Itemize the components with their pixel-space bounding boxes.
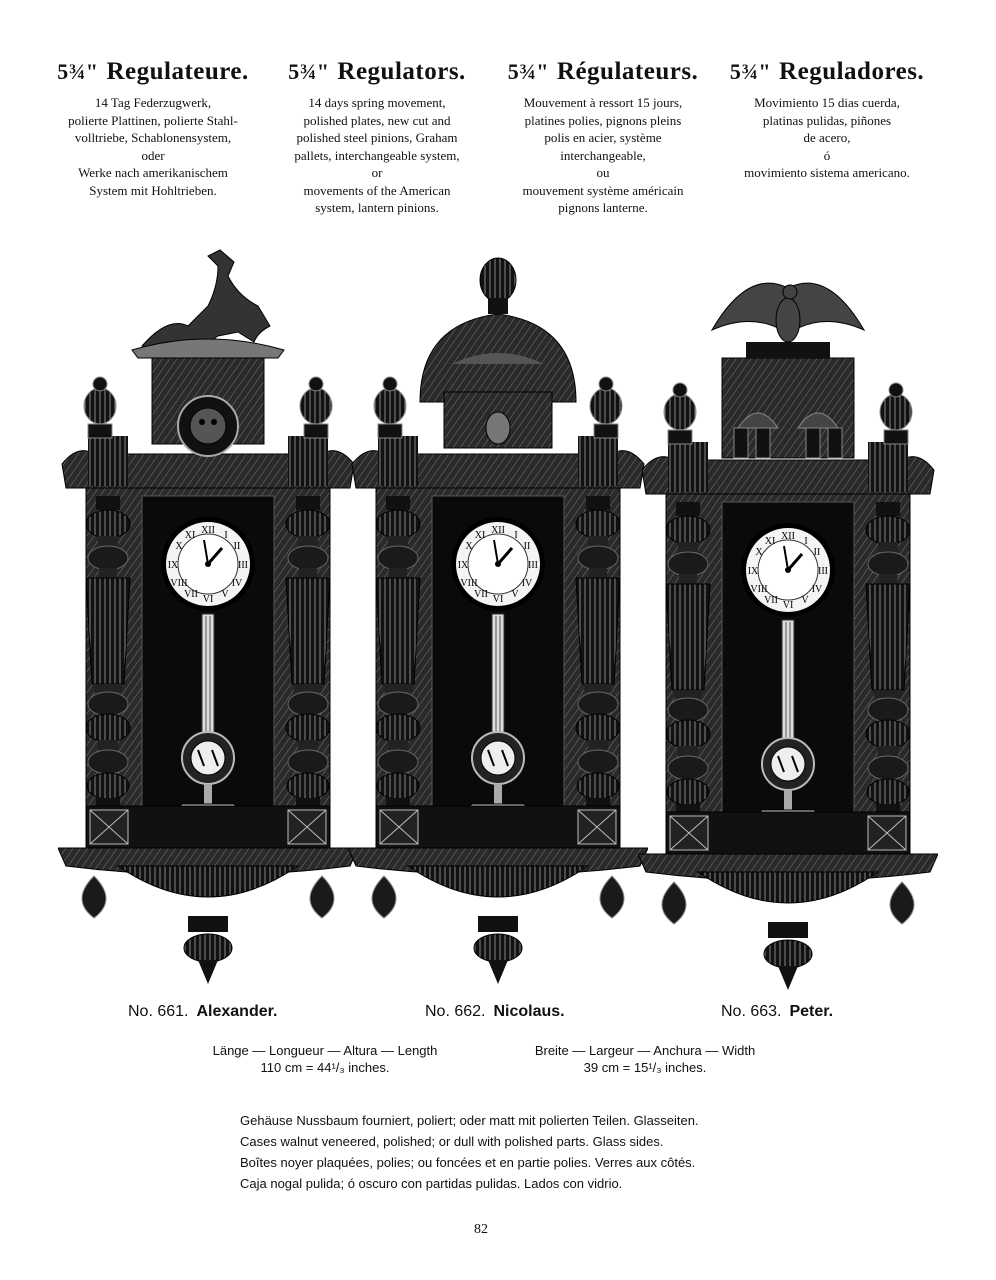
dome-pediment [420, 258, 576, 448]
header-column-english [272, 58, 482, 217]
note-german: Gehäuse Nussbaum fourniert, poliert; oder matt mit polierten Teilen. Glasseiten. [240, 1113, 699, 1128]
clock-illustration-alexander [58, 246, 358, 991]
horse-icon [132, 250, 284, 358]
note-english: Cases walnut veneered, polished; or dull with polished parts. Glass sides. [240, 1134, 664, 1149]
clock-illustration-peter [638, 258, 938, 1003]
caption-662: No. 662. Nicolaus. [425, 1003, 565, 1020]
column-title: 5¾" Régulateurs. [507, 58, 699, 85]
note-spanish: Caja nogal pulida; ó oscuro con partidas pulidas. Lados con vidrio. [240, 1176, 623, 1191]
column-description: Mouvement à ressort 15 jours, platines polies, pignons pleins polis en acier, système interchangeable, ou mouvement système américain pignons lanterne. [522, 95, 684, 215]
column-description: Movimiento 15 dias cuerda, platinas pulidas, piñones de acero, ó movimiento sistema americano. [744, 95, 910, 180]
header-column-french [498, 58, 708, 217]
column-description: 14 days spring movement, polished plates, new cut and polished steel pinions, Graham pallets, interchangeable system, or movements of the American system, lantern pinions. [294, 95, 460, 215]
column-description: 14 Tag Federzugwerk, polierte Plattinen, polierte Stahl- volltriebe, Schablonensystem, oder Werke nach amerikanischem System mit Hohltrieben. [68, 95, 238, 198]
caption-661: No. 661. Alexander. [128, 1003, 278, 1020]
page-number: 82 [474, 1222, 488, 1237]
column-title: 5¾" Regulators. [288, 58, 466, 85]
eagle-icon [712, 283, 864, 342]
header-column-german [48, 58, 258, 199]
width-dimension: Breite — Largeur — Anchura — Width 39 cm = 15¹/₃ inches. [534, 1043, 756, 1075]
header-column-spanish [722, 58, 932, 182]
note-french: Boîtes noyer plaquées, polies; ou foncées et en partie polies. Verres aux côtés. [240, 1155, 696, 1170]
case-notes [240, 1110, 699, 1194]
column-title: 5¾" Reguladores. [729, 58, 925, 85]
caption-663: No. 663. Peter. [721, 1003, 834, 1020]
column-title: 5¾" Regulateure. [57, 58, 249, 85]
length-dimension: Länge — Longueur — Altura — Length 110 cm = 44¹/₃ inches. [212, 1043, 438, 1075]
clock-illustration-nicolaus [348, 252, 648, 997]
